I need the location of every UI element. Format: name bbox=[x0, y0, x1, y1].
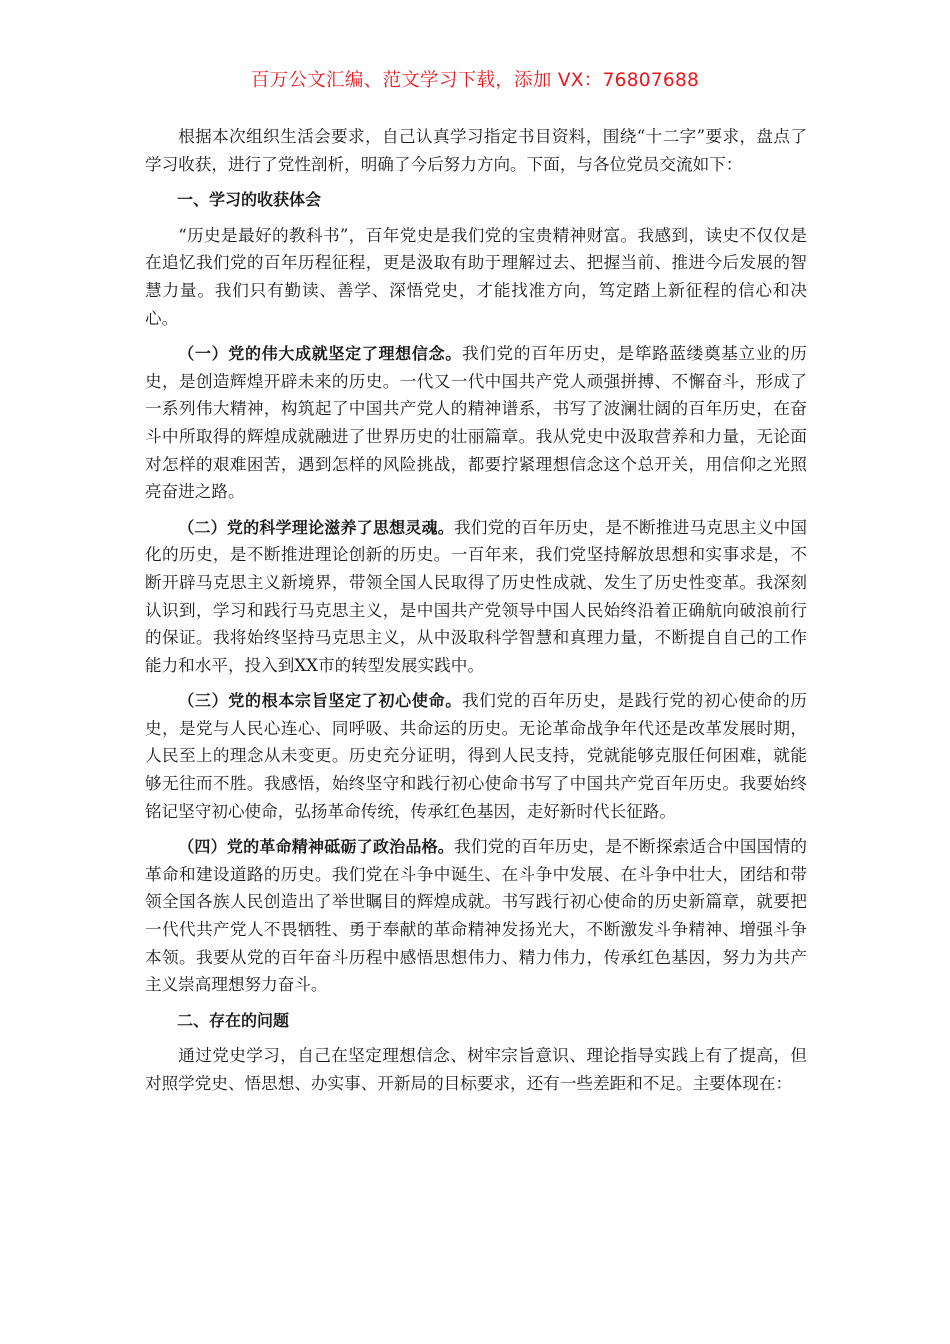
section1-intro-paragraph: “历史是最好的教科书”，百年党史是我们党的宝贵精神财富。我感到，读史不仅仅是在追忆我们党的百年历程征程，更是汲取有助于理解过去、把握当前、推进今后发展的智慧力量。我们只有勤读、善学、深悟党史，才能找准方向，笃定踏上新征程的信心和决心。 bbox=[145, 225, 807, 328]
point-paragraph-4 bbox=[145, 833, 807, 999]
section2-intro-paragraph: 通过党史学习，自己在坚定理想信念、树牢宗旨意识、理论指导实践上有了提高，但对照学党史、悟思想、办实事、开新局的目标要求，还有一些差距和不足。主要体现在： bbox=[145, 1046, 807, 1093]
header-banner: 百万公文汇编、范文学习下载，添加 VX：76807688 bbox=[250, 70, 700, 91]
point-body-4: 我们党的百年历史，是不断探索适合中国国情的革命和建设道路的历史。我们党在斗争中诞生、在斗争中发展、在斗争中壮大，团结和带领全国各族人民创造出了举世瞩目的辉煌成就。书写践行初心使命的历史新篇章，就要把一代代共产党人不畏牺牲、勇于奉献的革命精神发扬光大，不断激发斗争精神、增强斗争本领。我要从党的百年奋斗历程中感悟思想伟力、精力伟力，传承红色基因，努力为共产主义崇高理想努力奋斗。 bbox=[145, 837, 807, 995]
point-lead-3: （三）党的根本宗旨坚定了初心使命。 bbox=[178, 691, 462, 711]
point-body-1: 我们党的百年历史，是筚路蓝缕奠基立业的历史，是创造辉煌开辟未来的历史。一代又一代中国共产党人顽强拼搏、不懈奋斗，形成了一系列伟大精神，构筑起了中国共产党人的精神谱系，书写了波澜壮阔的百年历史，在奋斗中所取得的辉煌成就融进了世界历史的壮丽篇章。我从党史中汲取营养和力量，无论面对怎样的艰难困苦，遇到怎样的风险挑战，都要拧紧理想信念这个总开关，用信仰之光照亮奋进之路。 bbox=[145, 344, 807, 502]
point-lead-2: （二）党的科学理论滋养了思想灵魂。 bbox=[178, 517, 455, 537]
section-heading-1: 一、学习的收获体会 bbox=[177, 190, 322, 210]
section-heading-2: 二、存在的问题 bbox=[177, 1010, 290, 1030]
point-paragraph-1 bbox=[145, 340, 807, 506]
point-lead-4: （四）党的革命精神砥砺了政治品格。 bbox=[178, 837, 455, 857]
point-body-2: 我们党的百年历史，是不断推进马克思主义中国化的历史，是不断推进理论创新的历史。一百年来，我们党坚持解放思想和实事求是，不断开辟马克思主义新境界，带领全国人民取得了历史性成就、发生了历史性变革。我深刻认识到，学习和践行马克思主义，是中国共产党领导中国人民始终沿着正确航向破浪前行的保证。我将始终坚持马克思主义，从中汲取科学智慧和真理力量，不断提自自己的工作能力和水平，投入到XX市的转型发展实践中。 bbox=[145, 517, 807, 675]
point-paragraph-3 bbox=[145, 687, 807, 825]
point-lead-1: （一）党的伟大成就坚定了理想信念。 bbox=[178, 344, 462, 364]
point-body-3: 我们党的百年历史，是践行党的初心使命的历史，是党与人民心连心、同呼吸、共命运的历史。无论革命战争年代还是改革发展时期，人民至上的理念从未变更。历史充分证明，得到人民支持，党就能够克服任何困难，就能够无往而不胜。我感悟，始终坚守和践行初心使命书写了中国共产党百年历史。我要始终铭记坚守初心使命，弘扬革命传统，传承红色基因，走好新时代长征路。 bbox=[145, 691, 807, 821]
document-body bbox=[145, 123, 807, 1106]
point-paragraph-2 bbox=[145, 514, 807, 680]
intro-paragraph: 根据本次组织生活会要求，自己认真学习指定书目资料，围绕“十二字”要求，盘点了学习收获，进行了党性剖析，明确了今后努力方向。下面，与各位党员交流如下： bbox=[145, 127, 807, 174]
